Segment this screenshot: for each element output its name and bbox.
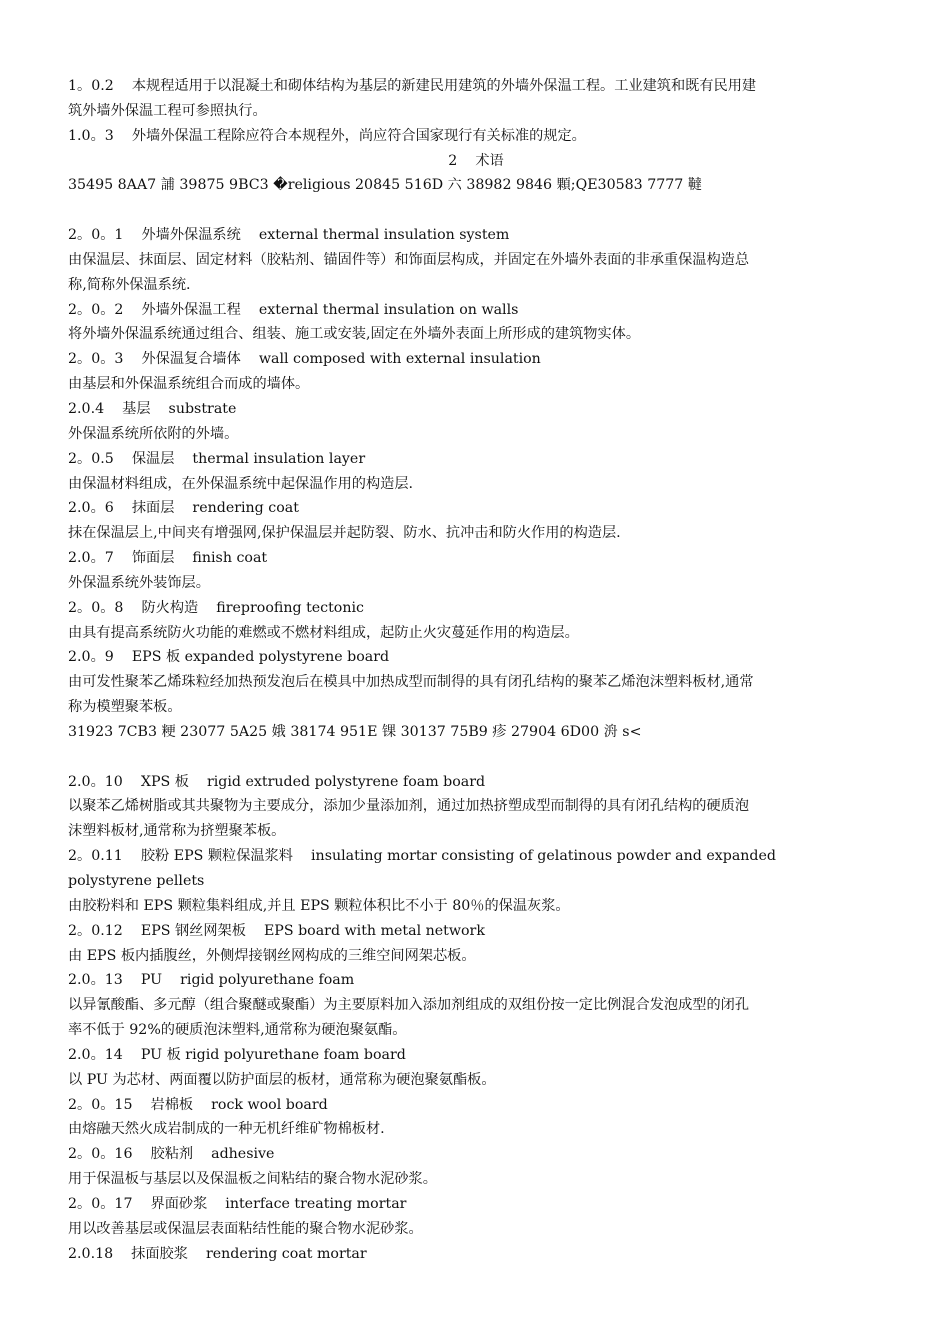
term-2-0-6: 2.0。6 抹面层 rendering coat xyxy=(68,500,299,517)
definition-2-0-1-line-2: 称,简称外保温系统. xyxy=(68,276,191,293)
blank-line xyxy=(68,198,884,223)
definition-2-0-9-line-1: 由可发性聚苯乙烯珠粒经加热预发泡后在模具中加热成型而制得的具有闭孔结构的聚苯乙烯泡沫塑料板材,通常 xyxy=(68,674,754,691)
definition-2-0-6: 抹在保温层上,中间夹有增强网,保护保温层并起防裂、防水、抗冲击和防火作用的构造层. xyxy=(68,525,621,542)
term-2-0-14: 2.0。14 PU 板 rigid polyurethane foam board xyxy=(68,1046,406,1063)
definition-2-0-11: 由胶粉料和 EPS 颗粒集料组成,并且 EPS 颗粒体积比不小于 80％的保温灰浆。 xyxy=(68,897,570,914)
term-2-0-8: 2。0。8 防火构造 fireproofing tectonic xyxy=(68,599,364,616)
term-2-0-3: 2。0。3 外保温复合墙体 wall composed with external insulation xyxy=(68,351,541,368)
term-2-0-9: 2.0。9 EPS 板 expanded polystyrene board xyxy=(68,649,390,666)
term-2-0-12: 2。0.12 EPS 钢丝网架板 EPS board with metal network xyxy=(68,922,485,939)
term-2-0-11-line-2: polystyrene pellets xyxy=(68,873,205,889)
term-2-0-2: 2。0。2 外墙外保温工程 external thermal insulation on walls xyxy=(68,301,519,318)
term-2-0-13: 2.0。13 PU rigid polyurethane foam xyxy=(68,972,355,989)
term-2-0-17: 2。0。17 界面砂浆 interface treating mortar xyxy=(68,1195,407,1212)
term-2-0-15: 2。0。15 岩棉板 rock wool board xyxy=(68,1096,328,1113)
section-heading-terms: 2 术语 xyxy=(448,152,504,169)
definition-2-0-4: 外保温系统所依附的外墙。 xyxy=(68,425,239,442)
term-2-0-18: 2.0.18 抹面胶浆 rendering coat mortar xyxy=(68,1245,367,1262)
term-2-0-10: 2.0。10 XPS 板 rigid extruded polystyrene foam board xyxy=(68,773,486,790)
definition-2-0-17: 用以改善基层或保温层表面粘结性能的聚合物水泥砂浆。 xyxy=(68,1220,423,1237)
definition-2-0-10-line-1: 以聚苯乙烯树脂或其共聚物为主要成分，添加少量添加剂，通过加热挤塑成型而制得的具有闭孔结构的硬质泡 xyxy=(68,798,750,815)
clause-1-0-2-line-1: 1。0.2 本规程适用于以混凝土和砌体结构为基层的新建民用建筑的外墙外保温工程。工业建筑和既有民用建 xyxy=(68,78,757,94)
definition-2-0-9-line-2: 称为模塑聚苯板。 xyxy=(68,699,182,716)
document-body xyxy=(68,74,884,1267)
term-2-0-11-line-1: 2。0.11 胶粉 EPS 颗粒保温浆料 insulating mortar consisting of gelatinous powder and expanded xyxy=(68,848,776,865)
term-2-0-4: 2.0.4 基层 substrate xyxy=(68,400,237,417)
definition-2-0-1-line-1: 由保温层、抹面层、固定材料（胶粘剂、锚固件等）和饰面层构成，并固定在外墙外表面的非承重保温构造总 xyxy=(68,251,750,268)
code-line-2: 31923 7CB3 粳 23077 5A25 娥 38174 951E 锞 30137 75B9 疹 27904 6D00 洀 s< xyxy=(68,723,642,740)
definition-2-0-7: 外保温系统外装饰层。 xyxy=(68,574,210,591)
definition-2-0-14: 以 PU 为芯材、两面覆以防护面层的板材，通常称为硬泡聚氨酯板。 xyxy=(68,1071,496,1088)
definition-2-0-10-line-2: 沫塑料板材,通常称为挤塑聚苯板。 xyxy=(68,823,286,840)
term-2-0-16: 2。0。16 胶粘剂 adhesive xyxy=(68,1146,275,1163)
clause-1-0-2-line-2: 筑外墙外保温工程可参照执行。 xyxy=(68,102,267,119)
definition-2-0-13-line-1: 以异氰酸酯、多元醇（组合聚醚或聚酯）为主要原料加入添加剂组成的双组份按一定比例混合发泡成型的闭孔 xyxy=(68,997,750,1014)
clause-1-0-3: 1.0。3 外墙外保温工程除应符合本规程外，尚应符合国家现行有关标准的规定。 xyxy=(68,127,586,144)
definition-2-0-2: 将外墙外保温系统通过组合、组装、施工或安装,固定在外墙外表面上所形成的建筑物实体。 xyxy=(68,326,641,343)
definition-2-0-3: 由基层和外保温系统组合而成的墙体。 xyxy=(68,376,310,393)
definition-2-0-15: 由熔融天然火成岩制成的一种无机纤维矿物棉板材. xyxy=(68,1121,385,1138)
term-2-0-7: 2.0。7 饰面层 finish coat xyxy=(68,550,268,567)
code-line-1: 35495 8AA7 誧 39875 9BC3 �religious 20845 516D 六 38982 9846 顆;QE30583 7777 韃 xyxy=(68,177,702,194)
definition-2-0-5: 由保温材料组成，在外保温系统中起保温作用的构造层. xyxy=(68,475,414,492)
definition-2-0-16: 用于保温板与基层以及保温板之间粘结的聚合物水泥砂浆。 xyxy=(68,1171,437,1188)
definition-2-0-8: 由具有提高系统防火功能的难燃或不燃材料组成，起防止火灾蔓延作用的构造层。 xyxy=(68,624,579,641)
definition-2-0-12: 由 EPS 板内插腹丝，外侧焊接钢丝网构成的三维空间网架芯板。 xyxy=(68,947,476,964)
definition-2-0-13-line-2: 率不低于 92%的硬质泡沫塑料,通常称为硬泡聚氨酯。 xyxy=(68,1022,407,1039)
term-2-0-5: 2。0.5 保温层 thermal insulation layer xyxy=(68,450,366,467)
blank-line xyxy=(68,745,884,770)
term-2-0-1: 2。0。1 外墙外保温系统 external thermal insulation system xyxy=(68,227,510,244)
